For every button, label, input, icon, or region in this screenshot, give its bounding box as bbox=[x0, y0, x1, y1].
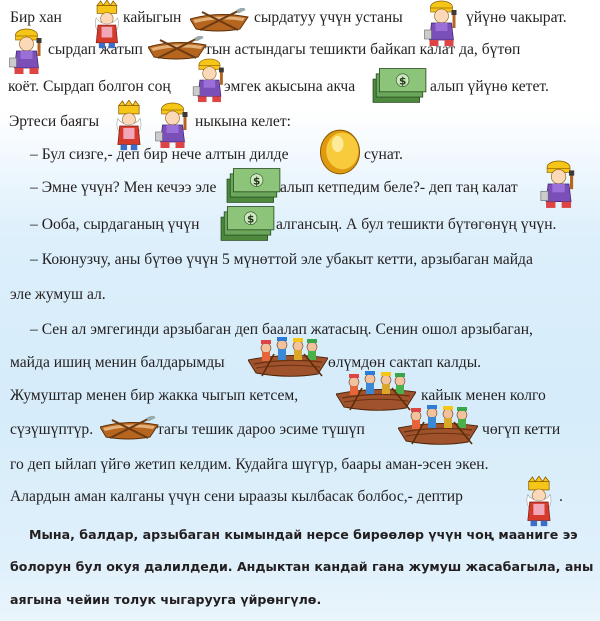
story-text: го деп ыйлап үйгө жетип келдим. Кудайга шүгүр, бaары аман-эсен экен. bbox=[10, 456, 489, 473]
people-boat-icon bbox=[398, 404, 478, 448]
story-text: алып кетпедим беле?- деп таң калат bbox=[280, 179, 518, 196]
boat-icon bbox=[100, 416, 160, 442]
painter-icon bbox=[418, 0, 462, 48]
story-text: коёт. Сырдап болгон соң bbox=[8, 78, 171, 95]
khan-icon bbox=[88, 0, 124, 50]
story-text: эле жумуш ал. bbox=[10, 286, 106, 303]
story-text: – Бул сизге,- деп бир нече алтын дилде bbox=[30, 146, 289, 163]
story-line-7 bbox=[0, 210, 600, 240]
moral-line-1 bbox=[0, 520, 600, 550]
moral-line-3 bbox=[0, 585, 600, 615]
moral-text: Мына, балдар, арзыбаган кымындай нерсе бирөөлөр үчүн чоң мааниге ээ bbox=[29, 527, 578, 542]
story-text: – Ооба, сырдаганың үчүн bbox=[30, 216, 200, 233]
story-text: кайыгын bbox=[123, 9, 182, 26]
story-line-4 bbox=[0, 107, 600, 137]
story-text: – Эмне үчүн? Мен кечээ эле bbox=[30, 179, 217, 196]
story-text: ныкына келет: bbox=[195, 113, 291, 130]
story-line-13 bbox=[0, 415, 600, 445]
story-text: чөгүп кетти bbox=[482, 421, 561, 438]
story-text: – Сен ал эмгегинди арзыбаган деп баалап жатасың. Сенин ошол арзыбаган, bbox=[30, 321, 533, 338]
story-text: үйүнө чакырат. bbox=[466, 9, 567, 26]
story-text: . bbox=[559, 488, 563, 505]
story-text: сунат. bbox=[364, 146, 403, 163]
story-text: тын астындагы тешикти байкап калат да, бүтөп bbox=[205, 41, 521, 58]
story-text: алгансың. А бул тешикти бүтөгөнүң үчүн. bbox=[276, 216, 557, 233]
story-text: – Коюнузчу, аны бүтөө үчүн 5 мүнөттой эле убакыт кетти, арзыбаган майда bbox=[30, 251, 533, 268]
story-line-5 bbox=[0, 140, 600, 170]
story-text: эмгек акысына акча bbox=[224, 78, 356, 95]
story-text: тагы тешик дароо эсиме түшүп bbox=[157, 421, 365, 438]
story-text: Алардын аман калганы үчүн сени ыраазы кылбасак болбос,- дептир bbox=[10, 488, 463, 505]
story-text: сырдатуу үчүн устаны bbox=[254, 9, 403, 26]
moral-text: аягына чейин толук чыгарууга үйрөнгүлө. bbox=[10, 592, 322, 607]
people-boat-icon bbox=[248, 336, 328, 380]
story-text: Эртеси баягы bbox=[9, 113, 100, 130]
money-icon bbox=[372, 66, 428, 106]
moral-line-2 bbox=[0, 552, 600, 582]
money-icon bbox=[220, 204, 276, 244]
story-line-12 bbox=[0, 381, 600, 411]
painter-icon bbox=[534, 160, 580, 210]
story-line-3 bbox=[0, 72, 600, 102]
story-text: сырдап жатып bbox=[48, 41, 143, 58]
story-line-9 bbox=[0, 280, 600, 310]
story-line-14 bbox=[0, 450, 600, 480]
painter-icon bbox=[150, 102, 192, 150]
story-line-8 bbox=[0, 245, 600, 275]
moral-text: болорун бул окуя далилдеди. Андыктан кандай гана жумуш жасабагыла, аны bbox=[10, 559, 594, 574]
story-text: өлүмдөн сактап калды. bbox=[328, 354, 482, 371]
story-text: алып үйүнө кетет. bbox=[430, 78, 549, 95]
story-text: Жумуштар менен бир жакка чыгып кетсем, bbox=[10, 387, 299, 404]
story-line-6 bbox=[0, 173, 600, 203]
money-icon bbox=[226, 166, 282, 206]
story-text: Бир хан bbox=[10, 9, 62, 26]
khan-icon bbox=[518, 476, 558, 528]
coin-icon bbox=[318, 129, 362, 175]
story-text: майда ишиң менин балдарымды bbox=[10, 354, 225, 371]
boat-icon bbox=[190, 8, 250, 34]
khan-icon bbox=[108, 100, 148, 152]
painter-icon bbox=[191, 58, 225, 104]
story-line-15 bbox=[0, 482, 600, 512]
story-text: кайык менен колго bbox=[421, 387, 546, 404]
story-text: сүзүшүптүр. bbox=[10, 421, 94, 438]
painter-icon bbox=[4, 28, 46, 76]
